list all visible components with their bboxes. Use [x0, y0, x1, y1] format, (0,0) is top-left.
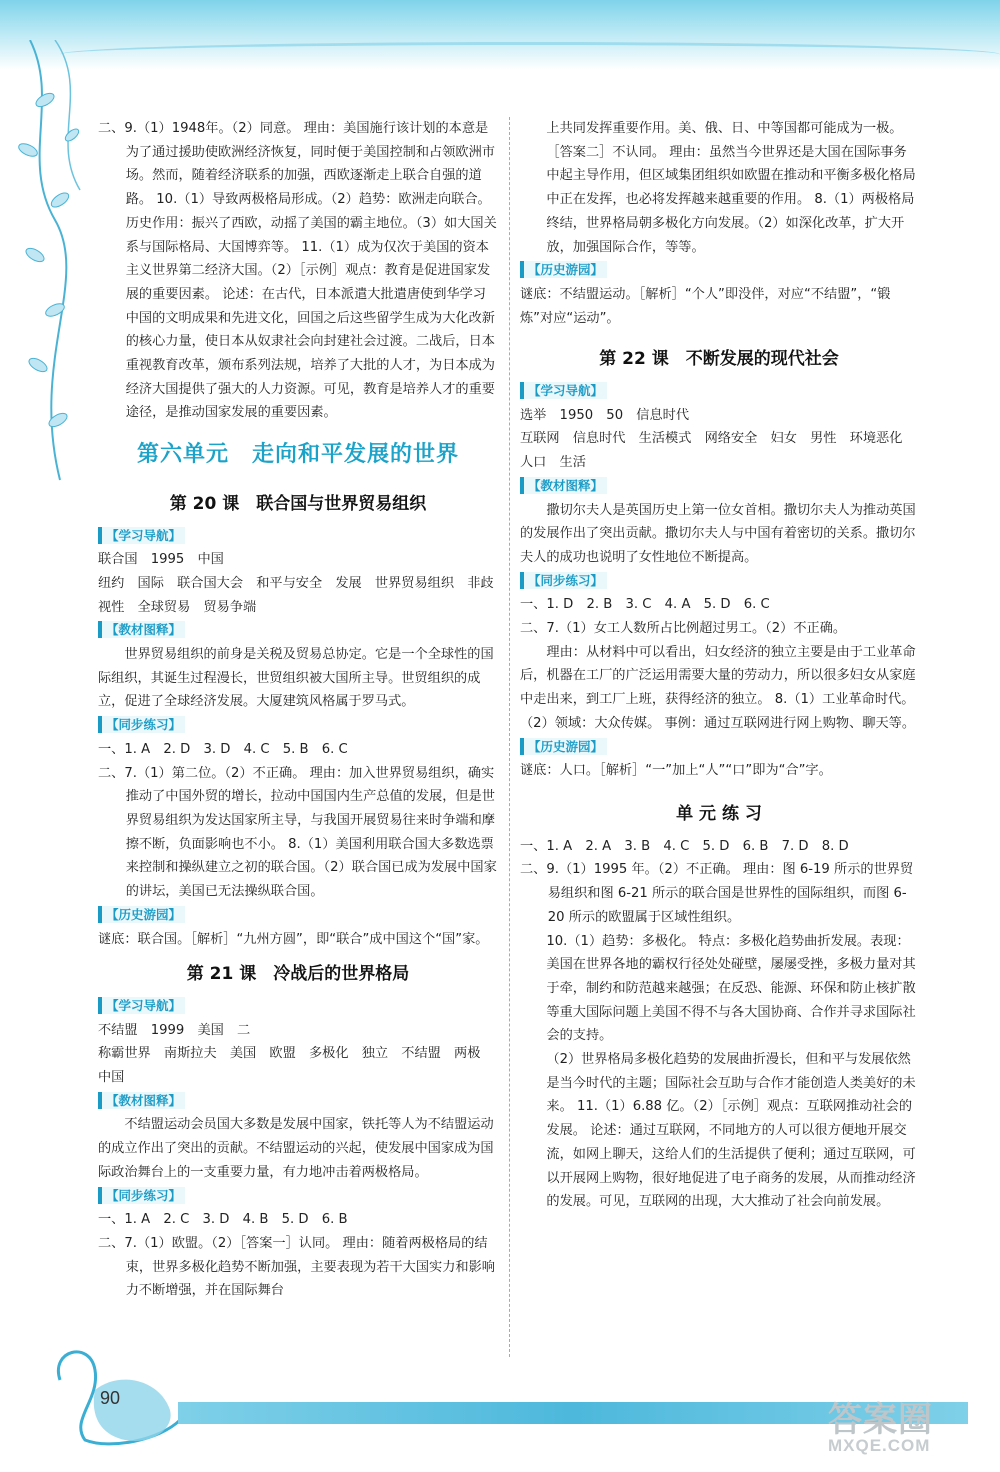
- page-number: 90: [100, 1388, 121, 1408]
- section-label-history-garden: 【历史游园】: [520, 261, 607, 278]
- section-label-history-garden: 【历史游园】: [520, 738, 607, 755]
- practice-answer: 一、1. A 2. C 3. D 4. B 5. D 6. B: [98, 1212, 348, 1228]
- nav-line: 纽约 国际 联合国大会 和平与安全 发展 世界贸易组织 非歧视性 全球贸易 贸易争端: [98, 575, 494, 615]
- figure-explanation: 不结盟运动会员国大多数是发展中国家，铁托等人为不结盟运动的成立作出了突出的贡献。不结盟运动的兴起，使发展中国家成为国际政治舞台上的一支重要力量，有力地冲击着两极格局。: [98, 1117, 494, 1180]
- section-label-practice: 【同步练习】: [520, 572, 607, 589]
- answer-continued-text: 二、9.（1）1948年。（2）同意。 理由：美国施行该计划的本意是为了通过援助使欧洲经济恢复，同时便于美国控制和占领欧洲市场。然而，随着经济联系的加强，西欧逐渐走上联合自强的道路。 10.（1）导致两极格局形成。（2）趋势：欧洲走向联合。 历史作用：振兴了西欧，动摇了美国的霸主地位。（3）如大国关系与国际格局、大国博弈等。 11.（1）成为仅次于美国的资本主义世界第二经济大国。（2）［示例］观点：教育是促进国家发展的重要因素。 论述：在古代，日本派遣大批遣唐使到华学习中国的文明成果和先进文化，回国之后这些留学生成为大化改新的核心力量，使日本从奴隶社会向封建社会过渡。二战后，日本重视教育改革，颁布系列法规，培养了大批的人才，为日本成为经济大国提供了强大的人力资源。可见，教育是培养人才的重要途径，是推动国家发展的重要因素。: [98, 121, 497, 421]
- section-label-figure-explain: 【教材图释】: [98, 621, 185, 638]
- nav-line: 互联网 信息时代 生活模式 网络安全 妇女 男性 环境恶化 人口 生活: [520, 431, 916, 471]
- practice-answer: 一、1. D 2. B 3. C 4. A 5. D 6. C: [520, 597, 770, 613]
- figure-explanation: 撒切尔夫人是英国历史上第一位女首相。撒切尔夫人为推动英国的发展作出了突出贡献。撒切尔夫人与中国有着密切的关系。撒切尔夫人的成功也说明了女性地位不断提高。: [520, 502, 916, 565]
- riddle-answer: 谜底：联合国。［解析］“九州方圆”，即“联合”成中国这个“国”家。: [98, 931, 489, 947]
- riddle-answer: 谜底：不结盟运动。［解析］“个人”即没伴，对应“不结盟”，“锻炼”对应“运动”。: [520, 286, 891, 326]
- lesson-20-title: 第 20 课 联合国与世界贸易组织: [169, 493, 427, 514]
- unit-exercise-title: 单 元 练 习: [676, 803, 762, 824]
- top-wave-line: [60, 42, 1000, 67]
- unit-exercise-answer: 一、1. A 2. A 3. B 4. C 5. D 6. B 7. D 8. D: [520, 838, 849, 854]
- riddle-answer: 谜底：人口。［解析］“一”加上“人”“口”即为“合”字。: [520, 763, 832, 779]
- top-decoration-band: [0, 0, 1000, 70]
- watermark-logo: 答案圈: [828, 1400, 933, 1440]
- section-label-history-garden: 【历史游园】: [98, 906, 185, 923]
- practice-answer: 二、7.（1）第二位。（2）不正确。 理由：加入世界贸易组织，确实推动了中国外贸的增长，拉动中国国内生产总值的发展，但是世界贸易组织为发达国家所主导，与我国开展贸易往来时争端和摩擦不断，负面影响也不小。 8.（1）美国利用联合国大多数选票来控制和操纵建立之初的联合国。（2）联合国已成为发展中国家的讲坛，美国已无法操纵联合国。: [98, 765, 497, 900]
- unit-exercise-answer: 二、9.（1）1995 年。（2）不正确。 理由：图 6-19 所示的世界贸易组织和图 6-21 所示的联合国是世界性的国际组织，而图 6-20 所示的欧盟属于区域性组织。: [520, 862, 914, 925]
- lesson-22-title: 第 22 课 不断发展的现代社会: [599, 349, 839, 370]
- section-label-practice: 【同步练习】: [98, 1187, 185, 1204]
- section-label-study-guide: 【学习导航】: [98, 527, 185, 544]
- section-label-figure-explain: 【教材图释】: [520, 477, 607, 494]
- section-label-practice: 【同步练习】: [98, 716, 185, 733]
- section-label-study-guide: 【学习导航】: [520, 382, 607, 399]
- unit-title: 第六单元 走向和平发展的世界: [136, 442, 459, 468]
- column-divider: [509, 117, 510, 1357]
- practice-answer: 理由：从材料中可以看出，妇女经济的独立主要是由于工业革命后，机器在工厂的广泛运用需要大量的劳动力，所以很多妇女从家庭中走出来，到工厂上班，获得经济的独立。 8.（1）工业革命时代。（2）领域：大众传媒。 事例：通过互联网进行网上购物、聊天等。: [520, 644, 916, 731]
- nav-line: 联合国 1995 中国: [98, 552, 224, 568]
- nav-line: 不结盟 1999 美国 二: [98, 1022, 251, 1038]
- right-column: [520, 117, 918, 1214]
- practice-answer: 二、7.（1）欧盟。（2）［答案一］认同。 理由：随着两极格局的结束，世界多极化趋势不断加强，主要表现为若干大国实力和影响力不断增强，并在国际舞台: [98, 1235, 495, 1299]
- nav-line: 选举 1950 50 信息时代: [520, 407, 690, 423]
- left-column: [98, 117, 498, 1303]
- lesson-21-title: 第 21 课 冷战后的世界格局: [186, 964, 410, 985]
- section-label-figure-explain: 【教材图释】: [98, 1092, 185, 1109]
- practice-answer: 二、7.（1）女工人数所占比例超过男工。（2）不正确。: [520, 621, 847, 637]
- section-label-study-guide: 【学习导航】: [98, 997, 185, 1014]
- figure-explanation: 世界贸易组织的前身是关税及贸易总协定。它是一个全球性的国际组织，其诞生过程漫长，世贸组织被大国所主导。世贸组织的成立，促进了全球经济发展。大厦建筑风格属于罗马式。: [98, 647, 494, 710]
- nav-line: 称霸世界 南斯拉夫 美国 欧盟 多极化 独立 不结盟 两极 中国: [98, 1046, 494, 1086]
- watermark-url: MXQE.COM: [828, 1436, 931, 1455]
- answer-continued-text: 上共同发挥重要作用。美、俄、日、中等国都可能成为一极。［答案二］不认同。 理由：虽然当今世界还是大国在国际事务中起主导作用，但区域集团组织如欧盟在推动和平衡多极化格局中正在发挥，也必将发挥越来越重要的作用。 8.（1）两极格局终结，世界格局朝多极化方向发展。（2）如深化改革，扩大开放，加强国际合作，等等。: [546, 121, 916, 255]
- unit-exercise-answer: 10.（1）趋势：多极化。 特点：多极化趋势曲折发展。表现：美国在世界各地的霸权行径处处碰壁，屡屡受挫，多极力量对其于牵，制约和防范越来越强；在反恐、能源、环保和防止核扩散等重大国际问题上美国不得不与各大国协商、合作并寻求国际社会的支持。: [546, 933, 916, 1044]
- practice-answer: 一、1. A 2. D 3. D 4. C 5. B 6. C: [98, 741, 348, 757]
- unit-exercise-answer: （2）世界格局多极化趋势的发展曲折漫长，但和平与发展依然是当今时代的主题；国际社会互助与合作才能创造人类美好的未来。 11.（1）6.88 亿。（2）［示例］观点：互联网推动社会的发展。 论述：通过互联网，不同地方的人可以很方便地开展交流，如网上聊天，这给人们的生活提供了便利；通过互联网，可以开展网上购物，很好地促进了电子商务的发展，从而推动经济的发展。可见，互联网的出现，大大推动了社会向前发展。: [546, 1052, 916, 1210]
